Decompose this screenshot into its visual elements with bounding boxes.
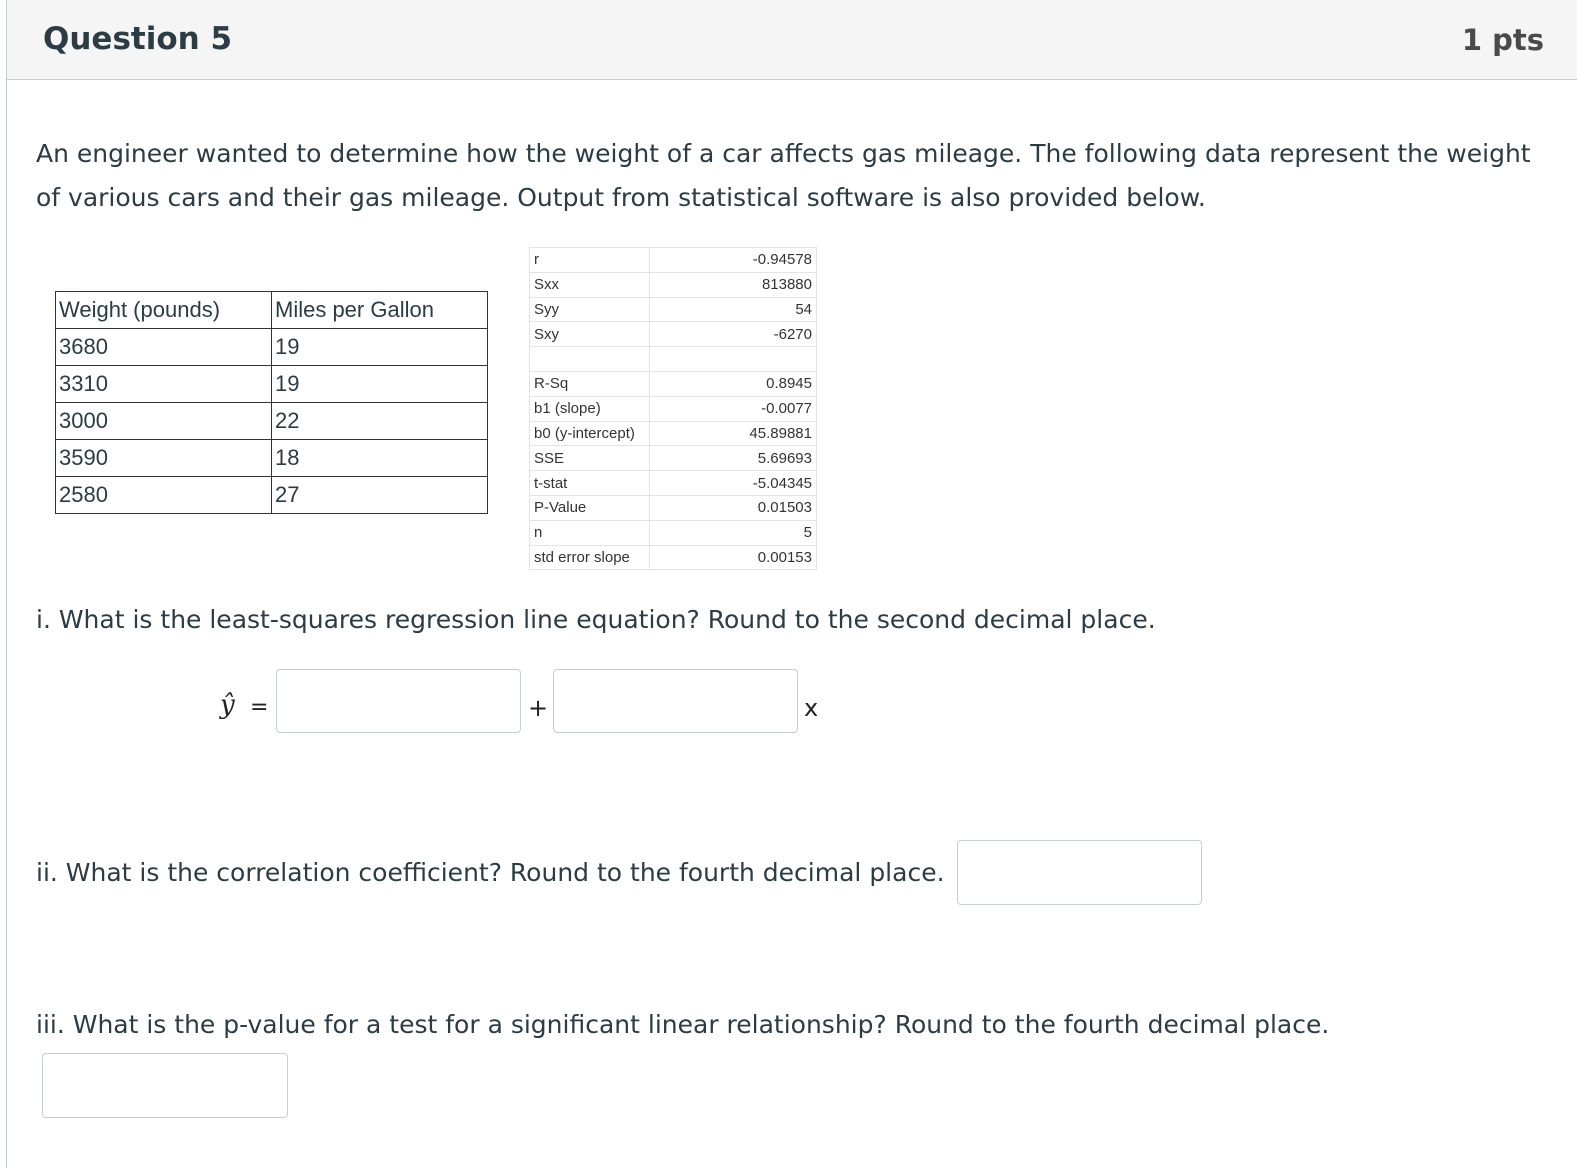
stats-value: 45.89881 [650, 421, 817, 446]
stats-label: Sxx [530, 272, 650, 297]
table-header-row [56, 292, 488, 329]
table-cell: 3000 [56, 403, 272, 440]
stats-value [650, 347, 817, 372]
stats-value: 0.01503 [650, 495, 817, 520]
stats-label: R-Sq [530, 371, 650, 396]
stats-label: P-Value [530, 495, 650, 520]
stats-value: 5.69693 [650, 446, 817, 471]
stats-row [530, 545, 817, 570]
stats-row [530, 297, 817, 322]
stats-row [530, 495, 817, 520]
stats-label: b1 (slope) [530, 396, 650, 421]
stats-value: -6270 [650, 322, 817, 347]
equals-sign: = [250, 695, 269, 720]
stats-row [530, 396, 817, 421]
slope-input[interactable] [553, 669, 798, 733]
correlation-input[interactable] [957, 840, 1202, 905]
table-cell: 3680 [56, 329, 272, 366]
table-header-cell: Weight (pounds) [56, 292, 272, 329]
table-row [56, 366, 488, 403]
stats-row [530, 446, 817, 471]
stats-row [530, 347, 817, 372]
stats-row [530, 272, 817, 297]
question-header [7, 0, 1577, 80]
stats-value: 0.8945 [650, 371, 817, 396]
stats-value: 5 [650, 520, 817, 545]
table-cell: 22 [272, 403, 488, 440]
question-title: Question 5 [43, 21, 233, 57]
stats-label: Sxy [530, 322, 650, 347]
stats-row [530, 322, 817, 347]
table-row [56, 477, 488, 514]
stats-label: SSE [530, 446, 650, 471]
table-cell: 18 [272, 440, 488, 477]
table-cell: 2580 [56, 477, 272, 514]
question-part-iii: iii. What is the p-value for a test for a significant linear relationship? Round to the fourth decimal place. [36, 1010, 1330, 1039]
plus-sign: + [528, 694, 549, 722]
table-header-cell: Miles per Gallon [272, 292, 488, 329]
stats-value: -0.0077 [650, 396, 817, 421]
stats-label: r [530, 248, 650, 273]
stats-label [530, 347, 650, 372]
stats-value: -0.94578 [650, 248, 817, 273]
table-cell: 3590 [56, 440, 272, 477]
table-cell: 19 [272, 366, 488, 403]
stats-value: -5.04345 [650, 471, 817, 496]
table-cell: 27 [272, 477, 488, 514]
question-part-i: i. What is the least-squares regression line equation? Round to the second decimal place. [36, 605, 1156, 634]
table-cell: 3310 [56, 366, 272, 403]
question-prompt: An engineer wanted to determine how the weight of a car affects gas mileage. The following data represent the weight of various cars and their gas mileage. Output from statistical software is also provided below. [36, 139, 1531, 212]
question-part-ii: ii. What is the correlation coefficient? Round to the fourth decimal place. [36, 858, 945, 887]
table-row [56, 403, 488, 440]
table-cell: 19 [272, 329, 488, 366]
table-row [56, 440, 488, 477]
stats-output-table [529, 247, 817, 570]
stats-value: 54 [650, 297, 817, 322]
stats-row [530, 471, 817, 496]
stats-row [530, 421, 817, 446]
intercept-input[interactable] [276, 669, 521, 733]
stats-label: std error slope [530, 545, 650, 570]
p-value-input[interactable] [42, 1053, 288, 1118]
data-table [55, 291, 488, 514]
question-points: 1 pts [1461, 23, 1544, 57]
stats-label: t-stat [530, 471, 650, 496]
y-hat-symbol: ŷ [220, 690, 235, 720]
x-variable: x [804, 694, 819, 722]
stats-row [530, 371, 817, 396]
stats-label: n [530, 520, 650, 545]
stats-row [530, 248, 817, 273]
stats-label: Syy [530, 297, 650, 322]
stats-value: 813880 [650, 272, 817, 297]
stats-label: b0 (y-intercept) [530, 421, 650, 446]
table-row [56, 329, 488, 366]
stats-row [530, 520, 817, 545]
stats-value: 0.00153 [650, 545, 817, 570]
